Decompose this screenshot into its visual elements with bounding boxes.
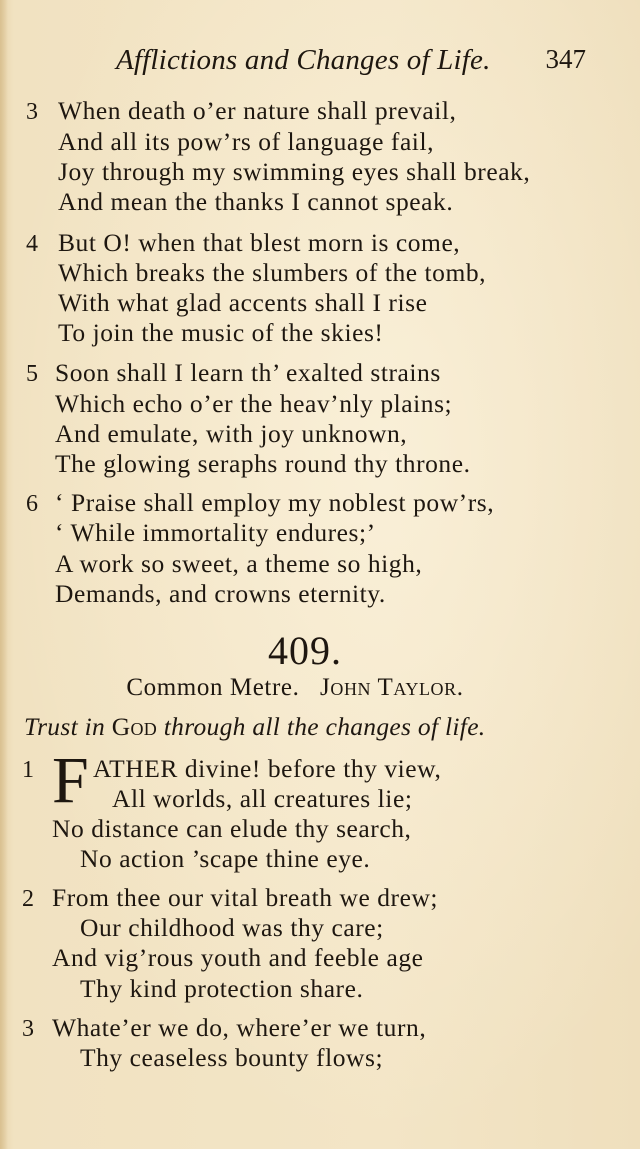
verse-line: Demands, and crowns eternity. <box>55 579 386 608</box>
verse-line: And emulate, with joy unknown, <box>55 419 408 448</box>
verse-line: ‘ While immortality endures;’ <box>55 518 376 547</box>
verse-line: And all its pow’rs of language fail, <box>58 127 435 156</box>
hymn-subtitle-part: through all the changes of life. <box>163 712 486 741</box>
verse-number: 1 <box>22 757 34 783</box>
hymn-subtitle-god: God <box>111 712 158 741</box>
verse-line: No distance can elude thy search, <box>52 814 412 843</box>
verse-number: 3 <box>22 1016 34 1042</box>
verse-line: With what glad accents shall I rise <box>58 288 428 317</box>
verse-line: Thy ceaseless bounty flows; <box>80 1043 384 1072</box>
page-gutter-shadow <box>0 0 8 1149</box>
page-header <box>116 44 586 84</box>
verse-line: Joy through my swimming eyes shall break, <box>58 157 531 186</box>
hymn-subtitle-part: Trust in <box>24 712 106 741</box>
verse-line: But O! when that blest morn is come, <box>58 228 461 257</box>
verse-line: No action ’scape thine eye. <box>80 844 371 873</box>
verse-line: And mean the thanks I cannot speak. <box>58 187 454 216</box>
verse-line: ‘ Praise shall employ my noblest pow’rs, <box>55 488 495 517</box>
verse-number: 2 <box>22 886 34 912</box>
verse-line: Thy kind protection share. <box>80 974 364 1003</box>
verse-number: 6 <box>26 491 38 517</box>
verse-number: 4 <box>26 231 38 257</box>
verse-line: From thee our vital breath we drew; <box>52 883 439 912</box>
verse-line: All worlds, all creatures lie; <box>112 784 413 813</box>
verse-number: 3 <box>26 99 38 125</box>
verse-line: Our childhood was thy care; <box>80 913 384 942</box>
verse-line: Soon shall I learn th’ exalted strains <box>55 358 441 387</box>
verse-line: When death o’er nature shall prevail, <box>58 96 457 125</box>
hymn-metre: Common Metre. <box>126 674 300 701</box>
hymn-subtitle <box>24 712 485 742</box>
hymn-meta-line <box>0 674 590 702</box>
hymn-author: John Taylor. <box>320 674 464 701</box>
drop-cap-letter: F <box>52 744 89 817</box>
verse-line: Whate’er we do, where’er we turn, <box>52 1013 427 1042</box>
running-title: Afflictions and Changes of Life. <box>116 44 491 76</box>
verse-line: Which breaks the slumbers of the tomb, <box>58 258 487 287</box>
verse-line: And vig’rous youth and feeble age <box>52 943 424 972</box>
verse-line: To join the music of the skies! <box>58 318 384 347</box>
verse-line: A work so sweet, a theme so high, <box>55 549 423 578</box>
verse-line: Which echo o’er the heav’nly plains; <box>55 389 453 418</box>
verse-line: The glowing seraphs round thy throne. <box>55 449 471 478</box>
verse-line: ATHER divine! before thy view, <box>93 754 442 783</box>
page-number: 347 <box>545 44 586 74</box>
verse-number: 5 <box>26 361 38 387</box>
hymn-number: 409. <box>268 628 342 673</box>
